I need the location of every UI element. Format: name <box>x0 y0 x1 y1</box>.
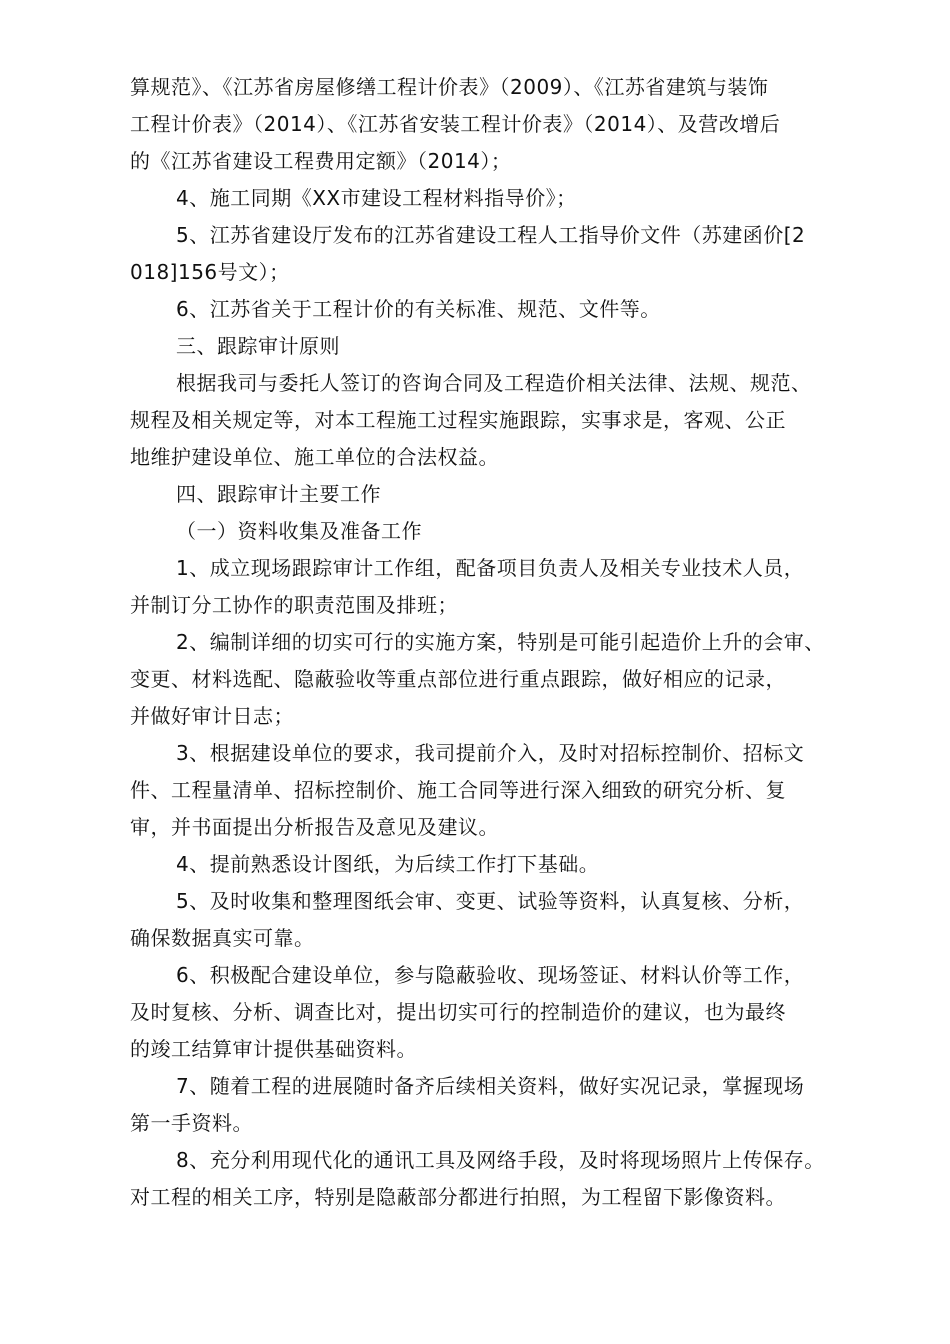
text-line: 变更、材料选配、隐蔽验收等重点部位进行重点跟踪，做好相应的记录， <box>130 667 786 691</box>
paragraph-line: 根据我司与委托人签订的咨询合同及工程造价相关法律、法规、规范、 <box>176 371 812 395</box>
list-item: 1、成立现场跟踪审计工作组，配备项目负责人及相关专业技术人员， <box>176 556 805 580</box>
text-line: 第一手资料。 <box>130 1111 253 1135</box>
list-item: 8、充分利用现代化的通讯工具及网络手段，及时将现场照片上传保存。 <box>176 1148 825 1172</box>
list-item: 6、积极配合建设单位，参与隐蔽验收、现场签证、材料认价等工作， <box>176 963 805 987</box>
list-item: 2、编制详细的切实可行的实施方案，特别是可能引起造价上升的会审、 <box>176 630 825 654</box>
text-line: 的竣工结算审计提供基础资料。 <box>130 1037 417 1061</box>
text-line: 018]156号文）； <box>130 260 290 284</box>
list-item: 3、根据建设单位的要求，我司提前介入，及时对招标控制价、招标文 <box>176 741 805 765</box>
subsection-heading: （一）资料收集及准备工作 <box>176 519 422 543</box>
text-line: 算规范》、《江苏省房屋修缮工程计价表》（2009）、《江苏省建筑与装饰 <box>130 75 769 99</box>
list-item: 5、江苏省建设厅发布的江苏省建设工程人工指导价文件（苏建函价[2 <box>176 223 806 247</box>
text-line: 并做好审计日志； <box>130 704 294 728</box>
text-line: 件、工程量清单、招标控制价、施工合同等进行深入细致的研究分析、复 <box>130 778 786 802</box>
list-item: 6、江苏省关于工程计价的有关标准、规范、文件等。 <box>176 297 661 321</box>
text-line: 审，并书面提出分析报告及意见及建议。 <box>130 815 499 839</box>
text-line: 对工程的相关工序，特别是隐蔽部分都进行拍照，为工程留下影像资料。 <box>130 1185 786 1209</box>
text-line: 并制订分工协作的职责范围及排班； <box>130 593 458 617</box>
section-heading: 三、跟踪审计原则 <box>176 334 340 358</box>
section-heading: 四、跟踪审计主要工作 <box>176 482 381 506</box>
text-line: 及时复核、分析、调查比对，提出切实可行的控制造价的建议，也为最终 <box>130 1000 786 1024</box>
list-item: 4、施工同期《XX市建设工程材料指导价》； <box>176 186 577 210</box>
text-line: 工程计价表》（2014）、《江苏省安装工程计价表》（2014）、及营改增后 <box>130 112 781 136</box>
paragraph-line: 规程及相关规定等，对本工程施工过程实施跟踪，实事求是，客观、公正 <box>130 408 786 432</box>
list-item: 4、提前熟悉设计图纸，为后续工作打下基础。 <box>176 852 600 876</box>
paragraph-line: 地维护建设单位、施工单位的合法权益。 <box>130 445 499 469</box>
list-item: 7、随着工程的进展随时备齐后续相关资料，做好实况记录，掌握现场 <box>176 1074 805 1098</box>
text-line: 确保数据真实可靠。 <box>130 926 315 950</box>
text-line: 的《江苏省建设工程费用定额》（2014）； <box>130 149 512 173</box>
list-item: 5、及时收集和整理图纸会审、变更、试验等资料，认真复核、分析， <box>176 889 805 913</box>
